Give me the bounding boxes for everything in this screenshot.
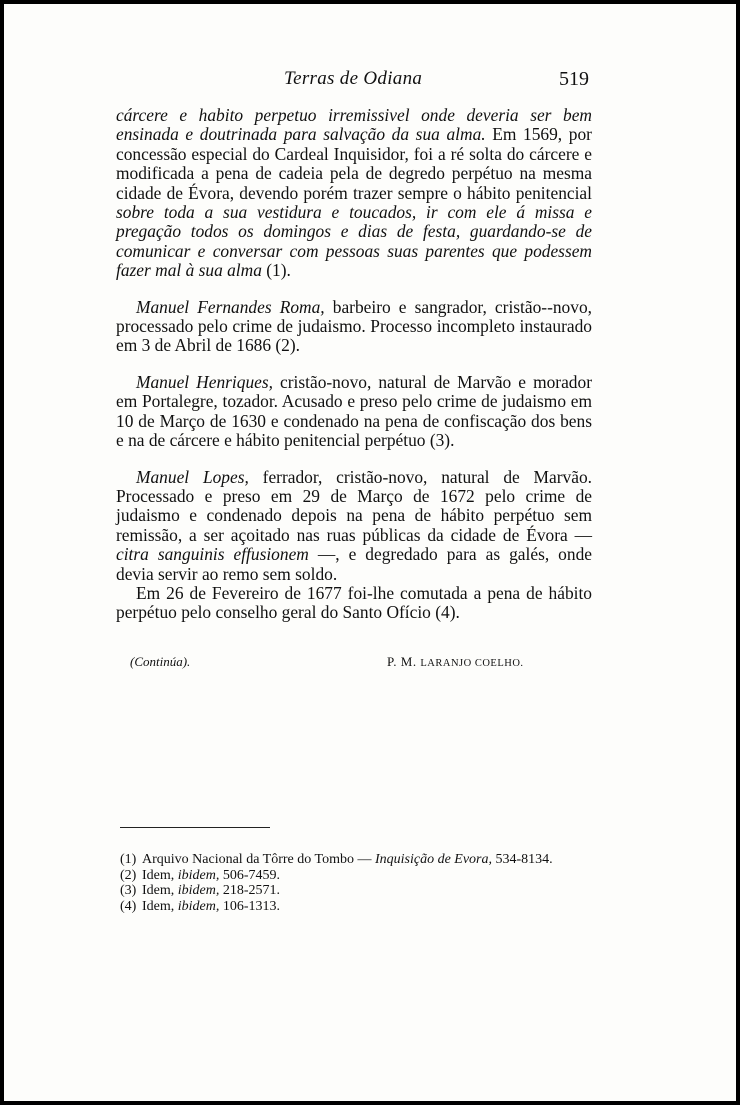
footnote-number: (1) bbox=[120, 852, 137, 867]
footnote-tail: 218-2571. bbox=[219, 883, 281, 898]
paragraph-4-italic: citra sanguinis effusionem bbox=[116, 544, 309, 565]
paragraph-1 bbox=[116, 106, 592, 281]
footnote-italic: ibidem, bbox=[177, 898, 220, 914]
footnote-tail: 506-7459. bbox=[219, 867, 281, 883]
signature-line bbox=[4, 652, 736, 676]
footnotes bbox=[120, 852, 586, 914]
footnote-number: (4) bbox=[120, 898, 137, 914]
footnote-text: Idem, bbox=[142, 883, 178, 898]
footnote-text: Idem, bbox=[142, 898, 178, 914]
paragraph-4 bbox=[116, 468, 592, 584]
continua-note: (Continúa). bbox=[130, 654, 191, 669]
paragraph-1-italic-a: cárcere e habito perpetuo irremissivel onde deveria ser bem ensinada e doutrinada para salvação da sua alma. bbox=[116, 105, 592, 145]
footnote-text: Idem, bbox=[142, 867, 178, 883]
paragraph-5-text: Em 26 de Fevereiro de 1677 foi-lhe comutada a pena de hábito perpétuo pelo conselho geral do Santo Ofício (4). bbox=[116, 582, 592, 623]
paragraph-4-text-a: ferrador, cristão-novo, natural de Marvão. Processado e preso em 29 de Março de 1672 pelo crime de judaismo e condenado depois na pena de hábito perpétuo sem remissão, a ser açoitado nas ruas públicas da cidade de Évora — bbox=[116, 466, 592, 545]
paragraph-4-name: Manuel Lopes, bbox=[136, 466, 249, 487]
page-header bbox=[4, 66, 736, 96]
footnote-italic: Inquisição de Evora, bbox=[374, 852, 492, 867]
footnote-4 bbox=[120, 899, 586, 915]
author-signature bbox=[387, 654, 524, 670]
author-initials: P. M. bbox=[387, 654, 417, 669]
paragraph-2 bbox=[116, 298, 592, 356]
body-text bbox=[116, 106, 592, 623]
footnote-rule bbox=[120, 827, 270, 828]
footnote-tail: 534-8134. bbox=[492, 852, 553, 867]
paragraph-5 bbox=[116, 584, 592, 623]
paragraph-3-text: cristão-novo, natural de Marvão e morador em Portalegre, tozador. Acusado e preso pelo crime de judaismo em 10 de Março de 1630 e condenado na pena de confiscação dos bens e na de cárcere e hábito penitencial perpétuo (3). bbox=[116, 371, 592, 451]
paragraph-1-italic-b: sobre toda a sua vestidura e toucados, ir com ele á missa e pregação todos os domingos e dias de festa, guardando-se de comunicar e conversar com pessoas suas parentes que podessem fazer mal à sua alma bbox=[116, 202, 592, 281]
footnote-number: (2) bbox=[120, 867, 137, 883]
running-title: Terras de Odiana bbox=[284, 68, 423, 89]
paragraph-4-text-b: —, e degredado para as galés, onde devia servir ao remo sem soldo. bbox=[116, 544, 592, 584]
footnote-tail: 106-1313. bbox=[219, 898, 281, 914]
paragraph-3-name: Manuel Henriques, bbox=[136, 371, 273, 392]
paragraph-3 bbox=[116, 373, 592, 451]
footnote-1 bbox=[120, 852, 586, 868]
paragraph-1-text-a: Em 1569, por concessão especial do Cardeal Inquisidor, foi a ré solta do cárcere e modificada a pena de cadeia pela de degredo perpétuo na mesma cidade de Évora, devendo porém trazer sempre o hábito penitencial bbox=[116, 124, 592, 203]
footnote-text: Arquivo Nacional da Tôrre do Tombo — bbox=[142, 852, 375, 867]
paragraph-2-name: Manuel Fernandes Roma, bbox=[136, 296, 325, 317]
footnote-italic: ibidem, bbox=[177, 867, 220, 883]
footnote-2 bbox=[120, 868, 586, 884]
page-number: 519 bbox=[559, 68, 589, 90]
footnote-italic: ibidem, bbox=[177, 883, 220, 898]
document-page bbox=[4, 4, 736, 1101]
footnote-3 bbox=[120, 883, 586, 899]
paragraph-1-text-b: (1). bbox=[261, 260, 291, 281]
author-name: LARANJO COELHO. bbox=[420, 658, 524, 669]
paragraph-2-text: barbeiro e sangrador, cristão--novo, processado pelo crime de judaismo. Processo incompleto instaurado em 3 de Abril de 1686 (2). bbox=[116, 296, 592, 356]
footnote-number: (3) bbox=[120, 883, 137, 898]
